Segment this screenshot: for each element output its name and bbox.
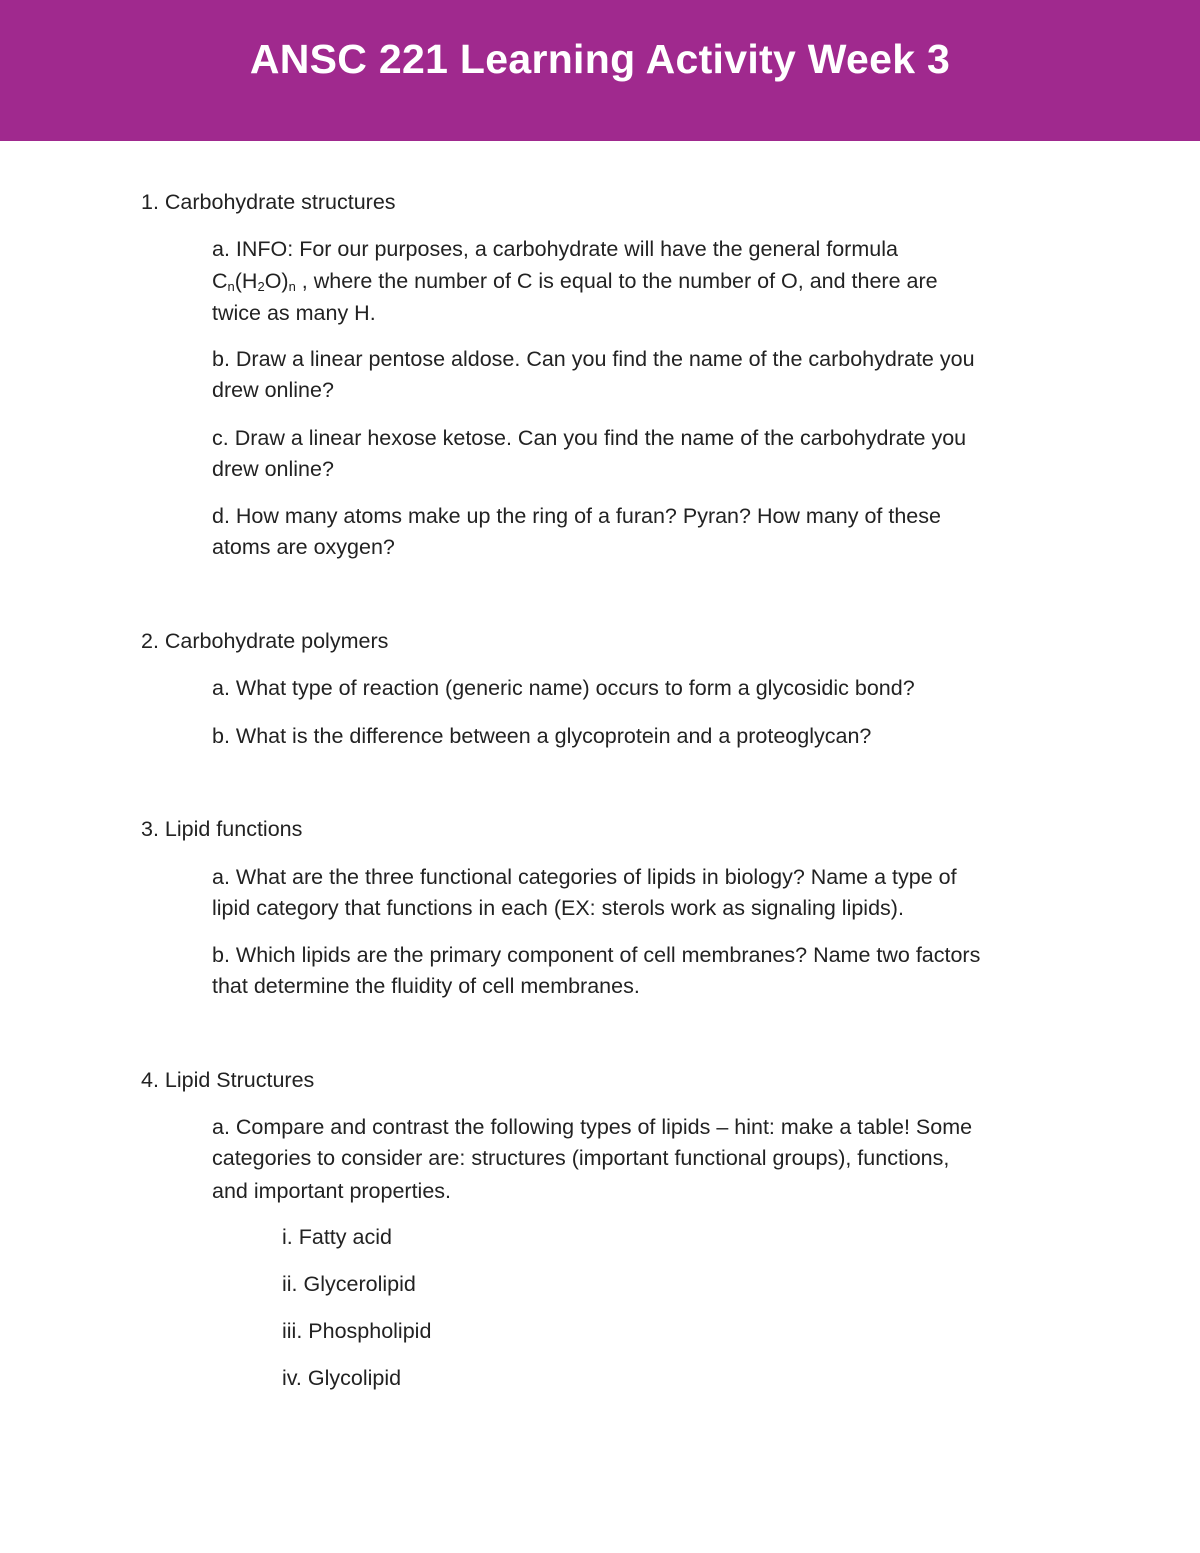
q1a-line-1: a. INFO: For our purposes, a carbohydrate will have the general formula: [212, 237, 898, 261]
formula-c: C: [212, 269, 228, 293]
q3b-line-2: that determine the fluidity of cell membranes.: [212, 974, 640, 998]
q2b: b. What is the difference between a glycoprotein and a proteoglycan?: [212, 724, 872, 748]
formula-close: O): [264, 269, 289, 293]
section-4-heading: 4. Lipid Structures: [141, 1068, 315, 1092]
q1d-line-2: atoms are oxygen?: [212, 535, 395, 559]
q4a-line-1: a. Compare and contrast the following types of lipids – hint: make a table! Some: [212, 1115, 973, 1139]
q3b-line-1: b. Which lipids are the primary component of cell membranes? Name two factors: [212, 943, 981, 967]
q2a: a. What type of reaction (generic name) occurs to form a glycosidic bond?: [212, 676, 915, 700]
q4a-line-3: and important properties.: [212, 1179, 452, 1203]
q1a-line-2-rest: , where the number of C is equal to the number of O, and there are: [295, 269, 938, 293]
formula-subscript-2: 2: [257, 279, 265, 294]
section-2-heading: 2. Carbohydrate polymers: [141, 629, 389, 653]
list-item-phospholipid: iii. Phospholipid: [282, 1319, 432, 1343]
q3a-line-1: a. What are the three functional categories of lipids in biology? Name a type of: [212, 865, 957, 889]
q1b-line-1: b. Draw a linear pentose aldose. Can you find the name of the carbohydrate you: [212, 347, 975, 371]
q1c-line-1: c. Draw a linear hexose ketose. Can you find the name of the carbohydrate you: [212, 426, 967, 450]
list-item-glycolipid: iv. Glycolipid: [282, 1366, 402, 1390]
q1a-line-3: twice as many H.: [212, 301, 376, 325]
list-item-glycerolipid: ii. Glycerolipid: [282, 1272, 416, 1296]
section-1-heading: 1. Carbohydrate structures: [141, 190, 396, 214]
q1d-line-1: d. How many atoms make up the ring of a furan? Pyran? How many of these: [212, 504, 941, 528]
section-3-heading: 3. Lipid functions: [141, 817, 303, 841]
formula-subscript-n: n: [227, 279, 235, 294]
q1a-line-2: [212, 266, 938, 302]
page-title: ANSC 221 Learning Activity Week 3: [249, 36, 951, 82]
q1c-line-2: drew online?: [212, 457, 334, 481]
header-banner: [0, 0, 1200, 141]
formula-subscript-n-outer: n: [288, 279, 296, 294]
formula-open: (H: [234, 269, 258, 293]
list-item-fatty-acid: i. Fatty acid: [282, 1225, 392, 1249]
q1b-line-2: drew online?: [212, 378, 334, 402]
q3a-line-2: lipid category that functions in each (EX: sterols work as signaling lipids).: [212, 896, 904, 920]
q4a-line-2: categories to consider are: structures (important functional groups), functions,: [212, 1146, 950, 1170]
